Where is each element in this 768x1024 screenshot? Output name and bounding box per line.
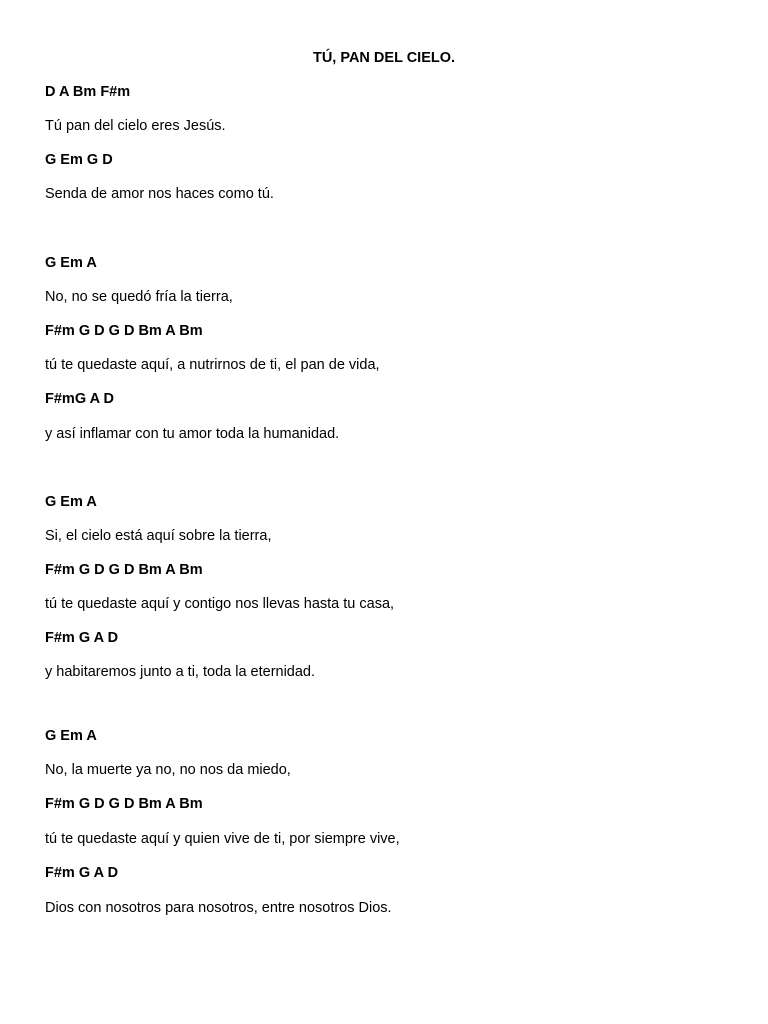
lyric-line: tú te quedaste aquí, a nutrirnos de ti, el pan de vida, — [45, 357, 380, 373]
chord-line: G Em A — [45, 728, 97, 744]
lyric-line: tú te quedaste aquí y contigo nos llevas hasta tu casa, — [45, 596, 395, 612]
song-title: TÚ, PAN DEL CIELO. — [312, 50, 456, 66]
lyric-line: y habitaremos junto a ti, toda la eternidad. — [45, 664, 316, 680]
lyric-line: tú te quedaste aquí y quien vive de ti, por siempre vive, — [45, 831, 400, 847]
chord-line: F#m G D G D Bm A Bm — [45, 796, 203, 812]
chord-line: F#mG A D — [45, 391, 115, 407]
chord-line: F#m G A D — [45, 630, 119, 646]
chord-line: F#m G D G D Bm A Bm — [45, 323, 203, 339]
chord-line: G Em A — [45, 494, 97, 510]
chord-line: F#m G D G D Bm A Bm — [45, 562, 203, 578]
lyric-line: Tú pan del cielo eres Jesús. — [45, 118, 226, 134]
lyric-line: y así inflamar con tu amor toda la humanidad. — [45, 426, 340, 442]
chord-line: G Em A — [45, 255, 97, 271]
lyric-line: Senda de amor nos haces como tú. — [45, 186, 274, 202]
lyric-line: No, no se quedó fría la tierra, — [45, 289, 233, 305]
lyric-line: Dios con nosotros para nosotros, entre nosotros Dios. — [45, 900, 392, 916]
chord-line: D A Bm F#m — [45, 84, 131, 100]
chord-line: G Em G D — [45, 152, 113, 168]
lyric-line: Si, el cielo está aquí sobre la tierra, — [45, 528, 272, 544]
chord-line: F#m G A D — [45, 865, 119, 881]
lyric-line: No, la muerte ya no, no nos da miedo, — [45, 762, 291, 778]
